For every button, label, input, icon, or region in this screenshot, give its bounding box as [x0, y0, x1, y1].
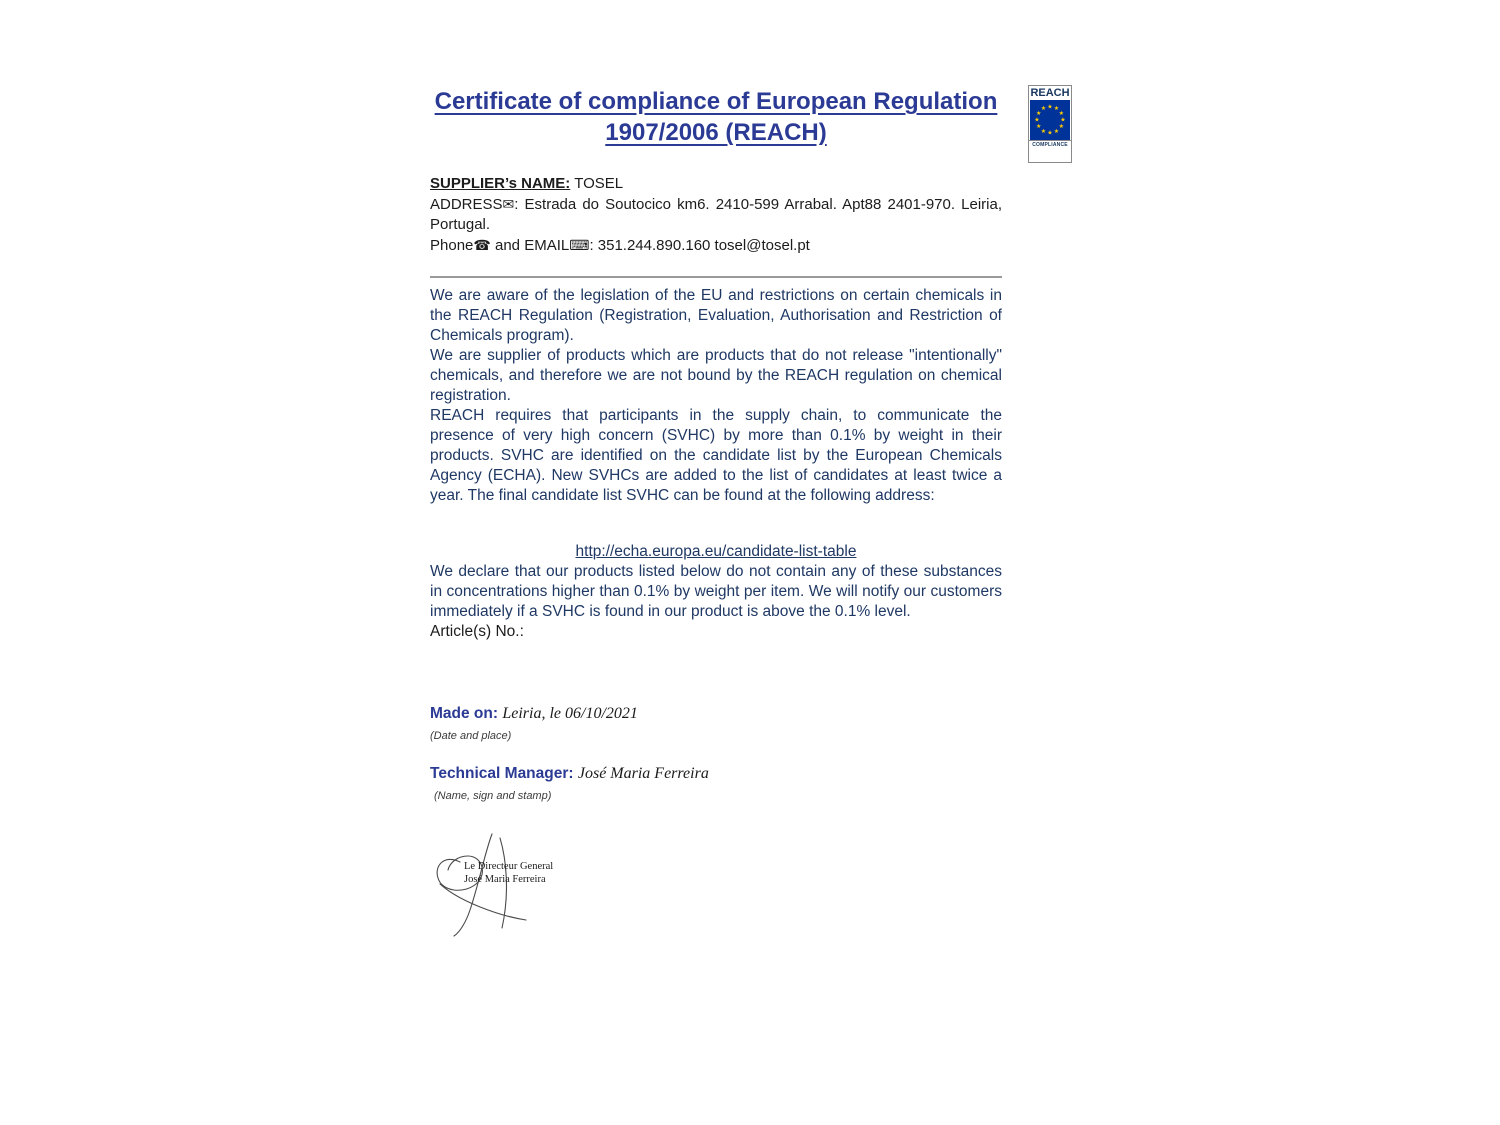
- svg-text:★: ★: [1053, 105, 1060, 113]
- made-on-line: [430, 704, 1002, 724]
- section-divider: [430, 276, 1002, 278]
- signature-text: [464, 860, 553, 886]
- supplier-address-line: [430, 194, 1002, 235]
- svg-text:★: ★: [1047, 103, 1053, 111]
- svg-text:★: ★: [1058, 123, 1064, 130]
- page-title: [430, 86, 1002, 148]
- reach-logo-compliance-label: COMPLIANCE: [1029, 140, 1071, 150]
- technical-manager-value: José Maria Ferreira: [577, 764, 709, 782]
- phone-icon: ☎: [473, 237, 491, 253]
- address-label: ADDRESS: [430, 196, 503, 213]
- paragraph-awareness: We are aware of the legislation of the EU and restrictions on certain chemicals in the REACH Regulation (Registration, Evaluation, Authorisation and Restriction of Chemicals program).: [430, 286, 1002, 344]
- email-label: and EMAIL: [490, 237, 570, 254]
- certificate-body: [430, 86, 1002, 942]
- technical-manager-line: [430, 764, 1002, 784]
- svg-text:★: ★: [1036, 123, 1042, 130]
- contact-value: : 351.244.890.160 tosel@tosel.pt: [589, 237, 810, 254]
- svg-text:★: ★: [1034, 116, 1040, 124]
- phone-label: Phone: [430, 237, 474, 254]
- envelope-icon: ✉: [502, 196, 515, 212]
- signature-block: [430, 832, 610, 942]
- svg-text:★: ★: [1047, 129, 1053, 137]
- title-line-1: Certificate of compliance of European Regulation: [434, 88, 998, 115]
- article-number-label: Article(s) No.:: [430, 622, 524, 640]
- svg-text:★: ★: [1053, 127, 1060, 135]
- eu-stars-icon: [1030, 100, 1070, 140]
- title-line-2: 1907/2006 (REACH): [605, 119, 827, 146]
- supplier-name-value: TOSEL: [570, 175, 624, 192]
- computer-icon: ⌨: [569, 237, 590, 253]
- supplier-name-label: SUPPLIER’s NAME:: [430, 175, 571, 192]
- svg-text:★: ★: [1058, 110, 1064, 117]
- svg-text:★: ★: [1060, 116, 1066, 124]
- signature-line-2: José Maria Ferreira: [464, 873, 546, 885]
- candidate-list-link[interactable]: http://echa.europa.eu/candidate-list-table: [575, 542, 857, 560]
- made-on-label: Made on:: [430, 704, 503, 722]
- supplier-name-line: [430, 174, 1002, 194]
- reach-compliance-logo: [1028, 85, 1072, 163]
- address-value: : Estrada do Soutocico km6. 2410-599 Arrabal. Apt88 2401-970. Leiria, Portugal.: [430, 196, 1002, 233]
- paragraph-declaration: We declare that our products listed below do not contain any of these substances in concentrations higher than 0.1% by weight per item. We will notify our customers immediately if a SVHC is found in our product is above the 0.1% level.: [430, 562, 1002, 620]
- svg-text:★: ★: [1036, 110, 1042, 117]
- candidate-list-link-line: [430, 542, 1002, 562]
- svg-text:★: ★: [1040, 105, 1047, 113]
- made-on-caption: (Date and place): [430, 729, 512, 742]
- supplier-block: [430, 174, 1002, 256]
- reach-logo-label: REACH: [1030, 87, 1070, 99]
- supplier-contact-line: [430, 235, 1002, 256]
- paragraph-svhc-requirements: REACH requires that participants in the supply chain, to communicate the presence of very high concern (SVHC) by more than 0.1% by weight in their products. SVHC are identified on the candidate list by the European Chemicals Agency (ECHA). New SVHCs are added to the list of candidates at least twice a year. The final candidate list SVHC can be found at the following address:: [430, 406, 1002, 504]
- svg-text:★: ★: [1040, 127, 1047, 135]
- technical-manager-caption: (Name, sign and stamp): [434, 789, 552, 802]
- signature-scribble-icon: [430, 832, 610, 942]
- technical-manager-label: Technical Manager:: [430, 764, 578, 782]
- paragraph-supplier-statement: We are supplier of products which are products that do not release "intentionally" chemicals, and therefore we are not bound by the REACH regulation on chemical registration.: [430, 346, 1002, 404]
- signature-line-1: Le Directeur General: [464, 860, 554, 872]
- made-on-value: Leiria, le 06/10/2021: [502, 704, 638, 722]
